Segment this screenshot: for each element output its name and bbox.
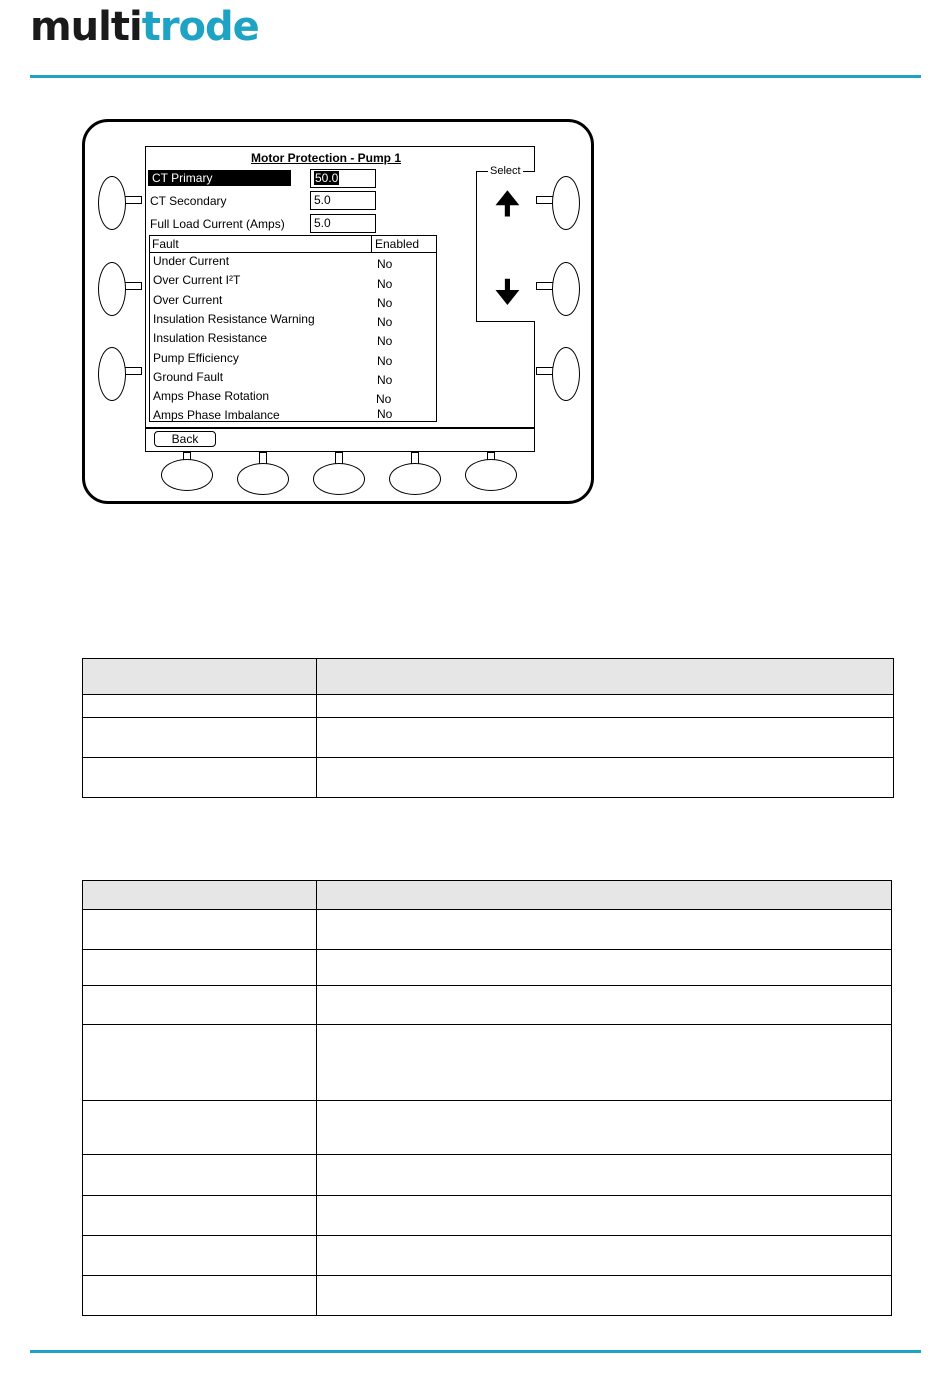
table-cell — [83, 1196, 317, 1236]
table-header-cell — [317, 659, 894, 695]
bottom-soft-button-4[interactable] — [389, 463, 441, 495]
table-cell — [83, 986, 317, 1025]
table-row — [83, 910, 892, 950]
softkey-bar-divider — [146, 427, 534, 429]
full-load-current-label: Full Load Current (Amps) — [150, 217, 285, 231]
fault-table — [149, 235, 437, 422]
table-row — [83, 1276, 892, 1316]
table-row — [83, 695, 894, 718]
table-cell — [317, 950, 892, 986]
fault-name: Amps Phase Imbalance — [153, 408, 280, 422]
table-cell — [317, 986, 892, 1025]
fault-row[interactable] — [153, 389, 433, 405]
logo-text-trode: trode — [141, 4, 259, 50]
fault-row[interactable] — [153, 273, 433, 289]
bottom-soft-button-3[interactable] — [313, 463, 365, 495]
table-cell — [83, 1101, 317, 1155]
left-soft-button-1[interactable] — [98, 176, 126, 230]
fault-enabled: No — [377, 296, 393, 310]
back-button[interactable]: Back — [154, 431, 216, 447]
table-cell — [317, 910, 892, 950]
fault-name: Ground Fault — [153, 370, 224, 384]
table-cell — [83, 910, 317, 950]
fault-row[interactable] — [153, 370, 433, 386]
fault-enabled: No — [377, 257, 393, 271]
table-header-row — [83, 659, 894, 695]
table-cell — [83, 1155, 317, 1196]
full-load-current-field[interactable]: 5.0 — [310, 214, 376, 233]
fault-name: Under Current — [153, 254, 230, 268]
right-soft-button-1[interactable] — [552, 176, 580, 230]
table-cell — [83, 718, 317, 758]
table-row — [83, 1101, 892, 1155]
fault-row[interactable] — [153, 408, 433, 424]
table-cell — [317, 1101, 892, 1155]
parameters-table — [82, 658, 894, 798]
table-row — [83, 950, 892, 986]
header-rule — [30, 75, 921, 78]
table-row — [83, 1196, 892, 1236]
ct-secondary-field[interactable]: 5.0 — [310, 191, 376, 210]
fault-name: Over Current I²T — [153, 273, 241, 287]
table-header-row — [83, 881, 892, 910]
logo-text-multi: multi — [30, 4, 142, 50]
fault-name: Insulation Resistance — [153, 331, 268, 345]
table-cell — [83, 950, 317, 986]
table-row — [83, 1155, 892, 1196]
table-cell — [83, 758, 317, 798]
fault-name: Over Current — [153, 293, 223, 307]
table-row — [83, 1025, 892, 1101]
left-soft-button-2[interactable] — [98, 262, 126, 316]
bottom-soft-button-2[interactable] — [237, 463, 289, 495]
table-cell — [83, 695, 317, 718]
table-header-cell — [83, 881, 317, 910]
arrow-up-icon[interactable]: 🠉 — [495, 187, 520, 222]
fault-row[interactable] — [153, 312, 433, 328]
ct-primary-label[interactable]: CT Primary — [148, 170, 291, 186]
table-cell — [83, 1236, 317, 1276]
table-cell — [83, 1276, 317, 1316]
faults-table — [82, 880, 892, 1316]
enabled-column-header: Enabled — [371, 236, 419, 252]
ct-secondary-label: CT Secondary — [150, 194, 227, 208]
fault-enabled: No — [377, 277, 393, 291]
right-soft-button-2[interactable] — [552, 262, 580, 316]
fault-row[interactable] — [153, 351, 433, 367]
table-row — [83, 986, 892, 1025]
table-cell — [317, 1196, 892, 1236]
ct-primary-field[interactable] — [310, 169, 376, 188]
table-cell — [317, 758, 894, 798]
fault-name: Insulation Resistance Warning — [153, 312, 315, 326]
table-cell — [317, 1236, 892, 1276]
table-header-cell — [83, 659, 317, 695]
left-soft-button-3[interactable] — [98, 347, 126, 401]
table-cell — [317, 1155, 892, 1196]
footer-rule — [30, 1350, 921, 1353]
fault-row[interactable] — [153, 293, 433, 309]
fault-name: Amps Phase Rotation — [153, 389, 270, 403]
fault-enabled: No — [377, 315, 393, 329]
fault-enabled: No — [377, 373, 393, 387]
table-row — [83, 718, 894, 758]
fault-enabled: No — [377, 334, 393, 348]
table-cell — [317, 1025, 892, 1101]
fault-table-header — [150, 236, 436, 253]
table-cell — [317, 718, 894, 758]
table-cell — [317, 695, 894, 718]
table-row — [83, 1236, 892, 1276]
right-soft-button-3[interactable] — [552, 347, 580, 401]
table-cell — [83, 1025, 317, 1101]
arrow-down-icon[interactable]: 🠋 — [495, 275, 520, 310]
table-row — [83, 758, 894, 798]
fault-column-header: Fault — [152, 237, 179, 251]
fault-enabled: No — [377, 354, 393, 368]
bottom-soft-button-1[interactable] — [161, 459, 213, 491]
select-label: Select — [490, 165, 521, 177]
ct-primary-value: 50.0 — [315, 171, 339, 185]
screen-title: Motor Protection - Pump 1 — [251, 151, 401, 165]
multitrode-logo — [30, 4, 270, 52]
fault-enabled: No — [376, 392, 392, 406]
table-header-cell — [317, 881, 892, 910]
table-cell — [317, 1276, 892, 1316]
fault-row[interactable] — [153, 331, 433, 347]
fault-row[interactable] — [153, 254, 433, 270]
fault-enabled: No — [377, 407, 393, 421]
fault-name: Pump Efficiency — [153, 351, 239, 365]
bottom-soft-button-5[interactable] — [465, 459, 517, 491]
